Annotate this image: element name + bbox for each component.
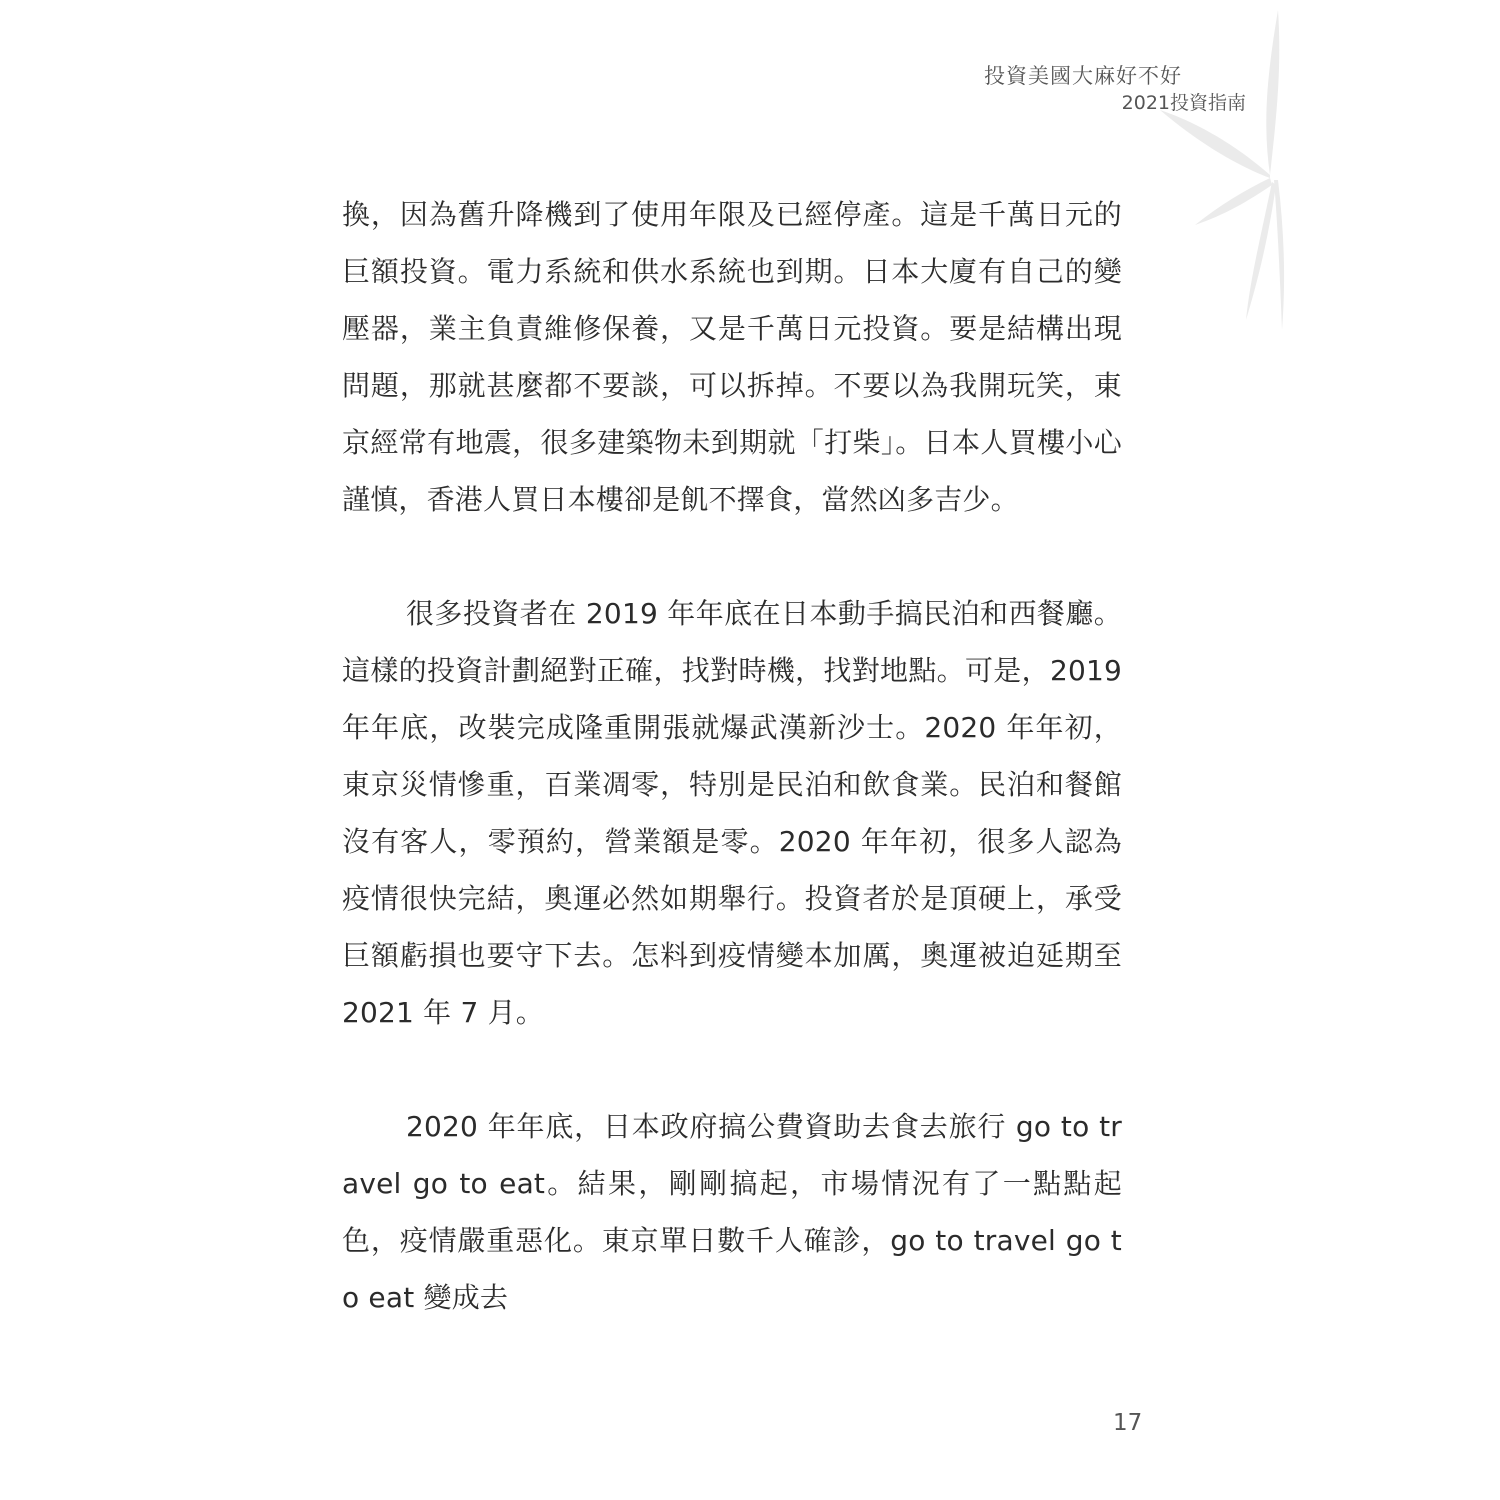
book-title: 投資美國大麻好不好 [984,64,1182,88]
page-number: 17 [1113,1410,1143,1436]
book-subtitle: 2021投資指南 [1121,92,1246,114]
paragraph: 很多投資者在 2019 年年底在日本動手搞民泊和西餐廳。這樣的投資計劃絕對正確，找對時機，找對地點。可是，2019 年年底，改裝完成隆重開張就爆武漢新沙士。2020 年年初，東京災情慘重，百業凋零，特別是民泊和飲食業。民泊和餐館沒有客人，零預約，營業額是零。2020 年年初，很多人認為疫情很快完結，奧運必然如期舉行。投資者於是頂硬上，承受巨額虧損也要守下去。怎料到疫情變本加厲，奧運被迫延期至 2021 年 7 月。 [342,597,1122,1029]
body-text [342,186,1122,1383]
paragraph: 換，因為舊升降機到了使用年限及已經停產。這是千萬日元的巨額投資。電力系統和供水系統也到期。日本大廈有自己的變壓器，業主負責維修保養，又是千萬日元投資。要是結構出現問題，那就甚麼都不要談，可以拆掉。不要以為我開玩笑，東京經常有地震，很多建築物未到期就「打柴」。日本人買樓小心謹慎，香港人買日本樓卻是飢不擇食，當然凶多吉少。 [342,198,1122,516]
running-header [984,62,1246,116]
paragraph: 2020 年年底，日本政府搞公費資助去食去旅行 go to travel go to eat。結果，剛剛搞起，市場情況有了一點點起色，疫情嚴重惡化。東京單日數千人確診，go to travel go to eat 變成去 [342,1110,1122,1314]
cannabis-leaf-watermark [1150,0,1290,340]
